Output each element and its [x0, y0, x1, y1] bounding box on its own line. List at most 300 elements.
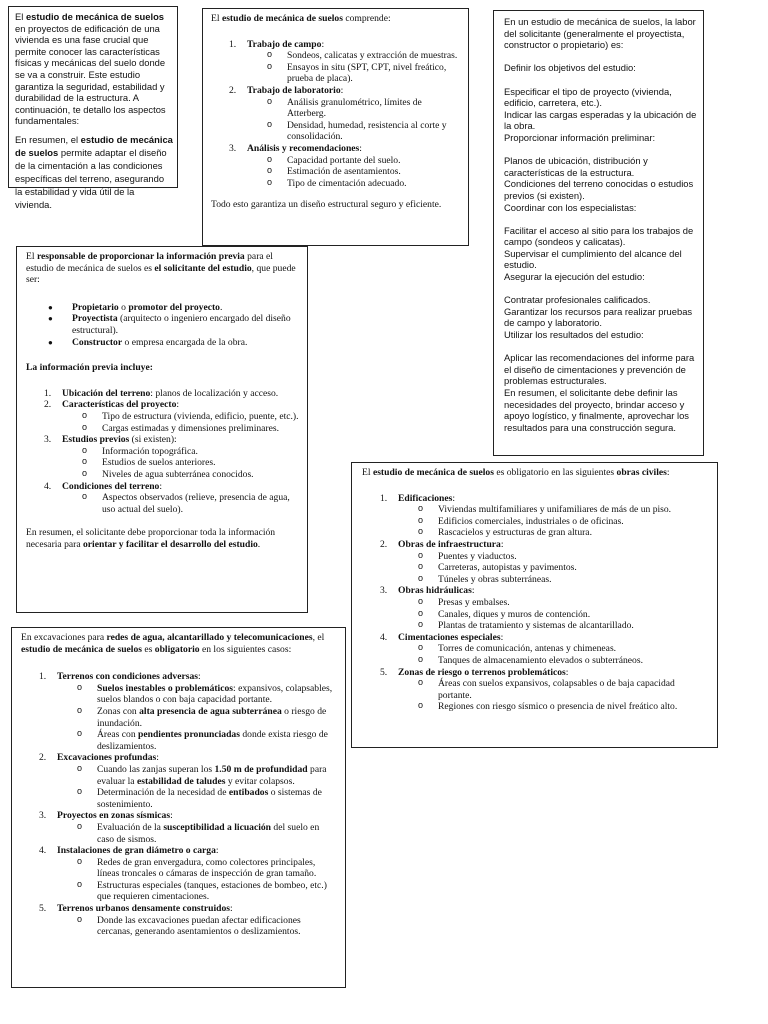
numbered-item: [362, 493, 709, 505]
civil-works-card: [351, 462, 718, 748]
numbered-item: [211, 39, 460, 51]
text-run: :: [452, 492, 456, 504]
text-run: El: [211, 13, 222, 24]
scope-footer: Todo esto garantiza un diseño estructural seguro y eficiente.: [211, 199, 442, 211]
sub-item-text: [97, 706, 326, 729]
item-number: 3.: [44, 434, 52, 446]
item-label: [398, 585, 475, 596]
civil-works-intro: [362, 467, 709, 479]
spacer-line: [504, 144, 697, 156]
text-run: Estructuras especiales (tanques, estaciones de bombeo, etc.) que requieren cimentaciones.: [97, 879, 327, 903]
bullet-marker: o: [267, 118, 273, 129]
role-line: Supervisar el cumplimiento del alcance del estudio.: [504, 247, 682, 271]
sub-list-item: [362, 551, 709, 563]
bold-run: Características del proyecto: [62, 399, 177, 411]
numbered-item: [21, 845, 337, 857]
sub-item-text: Presas y embalses.: [438, 596, 510, 608]
summary-paragraph: [15, 133, 173, 211]
responsible-text: [72, 313, 291, 336]
text-run: para evaluar la: [97, 763, 327, 787]
item-number: 4.: [39, 845, 47, 857]
sub-item-text: Densidad, humedad, resistencia al corte y consolidación.: [287, 119, 447, 143]
excavation-cases-card: [11, 627, 346, 988]
text-run: :: [197, 671, 201, 683]
sub-item-text: Tipo de estructura (vivienda, edificio, puente, etc.).: [102, 410, 299, 422]
text-run: .: [219, 301, 223, 313]
sub-item-text: Edificios comerciales, industriales o de oficinas.: [438, 515, 624, 527]
sub-list-item: [211, 97, 460, 120]
bold-run: estudio de mecánica de suelos: [372, 467, 494, 478]
text-run: En resumen, el: [15, 133, 81, 145]
text-run: o: [118, 301, 129, 313]
bold-run: Cimentaciones especiales: [398, 631, 501, 643]
item-number: 5.: [39, 903, 47, 915]
bullet-marker: o: [77, 786, 83, 797]
bullet-marker: o: [77, 855, 83, 866]
item-label: [62, 434, 177, 445]
bold-run: Trabajo de laboratorio: [247, 84, 341, 96]
role-line: Condiciones del terreno conocidas o estudios previos (si existen).: [504, 178, 694, 201]
bullet-marker: o: [418, 561, 424, 572]
sub-item-text: Regiones con riesgo sísmico o presencia de nivel freático alto.: [438, 701, 678, 713]
text-run: :: [500, 631, 504, 643]
text-run: El: [15, 11, 26, 22]
sub-list-item: [21, 706, 337, 729]
sub-list-item: [26, 492, 299, 515]
sub-item-text: Rascacielos y estructuras de gran altura.: [438, 527, 592, 539]
bullet-marker: o: [77, 704, 83, 715]
item-number: 2.: [380, 538, 388, 550]
role-line: Definir los objetivos del estudio:: [504, 62, 636, 74]
responsible-intro: [26, 251, 299, 286]
sub-item-text: [97, 880, 327, 903]
bullet-marker: o: [82, 456, 88, 467]
role-line: Facilitar el acceso al sitio para los trabajos de campo (sondeos y calicatas).: [504, 224, 694, 248]
sub-list-item: [21, 729, 337, 752]
text-run: Cuando las zanjas superan los: [97, 763, 215, 775]
sub-item-text: Información topográfica.: [102, 445, 198, 457]
responsible-text: [72, 337, 247, 348]
role-line: Proporcionar información preliminar:: [504, 131, 656, 143]
sub-list-item: [26, 423, 299, 435]
bullet-marker: o: [267, 49, 273, 60]
sub-list-item: [21, 857, 337, 880]
sub-list-item: [362, 504, 709, 516]
sub-item-text: Plantas de tratamiento y sistemas de alcantarillado.: [438, 620, 634, 632]
text-run: :: [156, 752, 159, 764]
bullet-marker: o: [418, 572, 424, 583]
bold-run: orientar y facilitar el desarrollo del estudio: [83, 538, 258, 550]
sub-item-text: Cargas estimadas y dimensiones preliminares.: [102, 422, 280, 434]
text-run: :: [340, 84, 344, 96]
bold-run: estudio de mecánica de suelos: [221, 13, 343, 24]
text-run: .: [257, 538, 261, 550]
bold-run: alta presencia de agua subterránea: [139, 705, 282, 717]
bullet-marker: o: [267, 176, 273, 187]
responsible-item: [26, 302, 299, 314]
bullet-marker: o: [418, 595, 424, 606]
bullet-marker: o: [418, 514, 424, 525]
intro-card: [8, 6, 178, 210]
bold-run: Terrenos con condiciones adversas: [57, 671, 198, 683]
text-run: del suelo en caso de sismos.: [97, 821, 320, 845]
sub-item-text: Sondeos, calicatas y extracción de muestras.: [287, 50, 458, 62]
text-run: para el estudio de mecánica de suelos es: [26, 251, 273, 274]
bullet-marker: o: [82, 467, 88, 478]
sub-list-item: [26, 469, 299, 481]
sub-item-text: Ensayos in situ (SPT, CPT, nivel freático, prueba de placa).: [287, 61, 447, 85]
item-label: [57, 845, 219, 856]
bold-run: Obras hidráulicas: [398, 585, 472, 597]
bold-run: obligatorio: [154, 643, 200, 655]
item-label: [57, 810, 173, 821]
sub-list-item: [26, 411, 299, 423]
bold-run: Estudios previos: [62, 434, 130, 446]
bold-run: redes de agua, alcantarillado y telecomunicaciones: [106, 632, 313, 643]
bold-run: Trabajo de campo: [247, 38, 322, 50]
role-line: En resumen, el solicitante debe definir las necesidades del proyecto, brindar acceso y apoyo logístico, y finalmente, aprovechar los resultados para una construcción segura.: [504, 387, 689, 433]
bold-run: Obras de infraestructura: [398, 538, 501, 550]
prior-info-footer: [26, 527, 299, 550]
item-label: [57, 752, 159, 763]
bullet-marker: o: [82, 409, 88, 420]
bullet-marker: o: [418, 677, 424, 688]
item-number: 1.: [44, 387, 52, 399]
item-number: 3.: [380, 585, 388, 597]
bullet-marker: o: [418, 642, 424, 653]
item-label: [57, 903, 233, 914]
responsible-text: [72, 302, 222, 313]
sub-item-text: [97, 729, 328, 752]
item-number: 2.: [44, 399, 52, 411]
text-run: permite adaptar el diseño de la cimentación a las condiciones específicas del terreno, asegurando la estabilidad y vida útil de la vivienda.: [15, 146, 167, 210]
text-run: , que puede ser:: [26, 262, 296, 286]
text-run: En excavaciones para: [21, 632, 107, 643]
item-number: 4.: [380, 631, 388, 643]
spacer-line: [504, 213, 697, 225]
sub-item-text: [97, 683, 332, 706]
text-run: Zonas con: [97, 705, 140, 717]
role-line: Planos de ubicación, distribución y características de la estructura.: [504, 155, 648, 178]
text-run: , el: [312, 632, 325, 643]
scope-intro: [211, 13, 460, 25]
sub-item-text: Análisis granulométrico, límites de Atterberg.: [287, 96, 422, 120]
sub-item-text: Capacidad portante del suelo.: [287, 154, 401, 166]
bullet-marker: o: [77, 681, 83, 692]
role-line: En un estudio de mecánica de suelos, la labor del solicitante (generalmente el proyectista, constructor o propietario) es:: [504, 16, 696, 51]
item-label: [247, 39, 324, 50]
bullet-marker: o: [82, 421, 88, 432]
sub-item-text: Estimación de asentamientos.: [287, 166, 401, 178]
bold-run: Edificaciones: [398, 492, 453, 504]
role-line: Coordinar con los especialistas:: [504, 201, 637, 213]
sub-list-item: [211, 155, 460, 167]
text-run: en los siguientes casos:: [199, 643, 292, 655]
excavation-intro: [21, 632, 337, 655]
text-run: Evaluación de la: [97, 821, 164, 833]
sub-list-item: [21, 764, 337, 787]
bullet-marker: o: [82, 444, 88, 455]
sub-list-item: [211, 62, 460, 85]
bullet-marker: o: [418, 653, 424, 664]
sub-list-item: [362, 701, 709, 713]
role-line: Utilizar los resultados del estudio:: [504, 329, 644, 341]
text-run: :: [359, 142, 362, 154]
sub-list-item: [362, 562, 709, 574]
text-run: :: [170, 810, 173, 822]
item-number: 1.: [380, 492, 388, 504]
sub-item-text: [97, 915, 301, 938]
civil-works-list: [362, 493, 709, 713]
text-run: (arquitecto o ingeniero encargado del diseño estructural).: [72, 313, 291, 336]
bold-run: Proyectista: [72, 313, 118, 325]
role-line: Aplicar las recomendaciones del informe para el diseño de cimentaciones y prevención de problemas estructurales.: [504, 352, 695, 387]
bullet-marker: o: [418, 700, 424, 711]
text-run: En resumen, el solicitante debe proporcionar toda la información necesaria para: [26, 527, 276, 550]
numbered-item: [21, 752, 337, 764]
bullet-marker: o: [77, 878, 83, 889]
sub-item-text: Túneles y obras subterráneas.: [438, 573, 552, 585]
item-label: [62, 481, 162, 492]
numbered-item: [21, 810, 337, 822]
bullet-marker: o: [267, 95, 273, 106]
bold-run: entibados: [228, 787, 269, 799]
sub-item-text: Puentes y viaductos.: [438, 550, 517, 562]
item-label: [398, 632, 503, 643]
numbered-item: [26, 481, 299, 493]
bold-run: Instalaciones de gran diámetro o carga: [57, 845, 216, 857]
sub-item-text: [97, 822, 319, 845]
text-run: :: [500, 538, 504, 550]
sub-list-item: [21, 822, 337, 845]
sub-list-item: [26, 457, 299, 469]
prior-info-heading: La información previa incluye:: [26, 362, 153, 374]
bullet-marker: o: [82, 491, 88, 502]
bullet-dot: ●: [48, 314, 53, 324]
text-run: es obligatorio en las siguientes: [493, 467, 617, 478]
text-run: :: [565, 666, 569, 678]
bullet-marker: o: [418, 503, 424, 514]
sub-item-text: Tanques de almacenamiento elevados o subterráneos.: [438, 654, 643, 666]
spacer-line: [504, 51, 697, 63]
bold-run: estudio de mecánica de suelos: [21, 643, 142, 655]
text-run: Determinación de la necesidad de: [97, 787, 229, 799]
bullet-marker: o: [267, 165, 273, 176]
spacer-line: [504, 74, 697, 86]
text-run: Áreas con: [97, 729, 139, 741]
role-line: Indicar las cargas esperadas y la ubicación de la obra.: [504, 108, 697, 132]
sub-item-text: Áreas con suelos expansivos, colapsables o de baja capacidad portante.: [438, 678, 675, 701]
item-number: 3.: [39, 810, 47, 822]
bold-run: Ubicación del terreno: [62, 387, 151, 399]
item-number: 1.: [39, 671, 47, 683]
bullet-marker: o: [77, 913, 83, 924]
item-label: [398, 539, 504, 550]
numbered-item: [362, 667, 709, 679]
item-label: [398, 493, 455, 504]
spacer-line: [504, 341, 697, 353]
item-label: [398, 667, 568, 678]
prior-info-list: [26, 388, 299, 516]
text-run: donde exista riesgo de deslizamientos.: [97, 729, 328, 752]
text-run: en proyectos de edificación de una vivienda es una fase crucial que permite conocer las características físicas y mecánicas del suelo donde se va a construir. Este estudio garantiza la seguridad, estabilidad y durabilidad de la estructura. A continuación, te detallo los aspectos fundamentales:: [15, 22, 166, 127]
role-line: Contratar profesionales calificados.: [504, 294, 651, 306]
bold-run: Constructor: [72, 336, 123, 348]
bold-run: estudio de mecánica de suelos: [15, 133, 173, 158]
sub-item-text: [97, 787, 322, 810]
numbered-item: [21, 903, 337, 915]
sub-list-item: [362, 655, 709, 667]
sub-item-text: Carreteras, autopistas y pavimentos.: [438, 562, 577, 574]
text-run: :: [176, 399, 180, 411]
bullet-dot: ●: [48, 337, 53, 347]
bold-run: el solicitante del estudio: [154, 262, 252, 274]
applicant-role-lines: [504, 16, 697, 433]
numbered-item: [211, 85, 460, 97]
sub-list-item: [362, 620, 709, 632]
intro-paragraph: [15, 11, 173, 127]
bold-run: 1.50 m de profundidad: [214, 763, 308, 775]
bullet-marker: o: [77, 728, 83, 739]
item-label: [62, 388, 278, 399]
sub-list-item: [211, 166, 460, 178]
numbered-item: [362, 585, 709, 597]
bold-run: susceptibilidad a licuación: [163, 821, 272, 833]
text-run: comprende:: [342, 13, 391, 24]
sub-list-item: [362, 609, 709, 621]
bold-run: promotor del proyecto: [128, 301, 220, 313]
bold-run: Zonas de riesgo o terrenos problemáticos: [398, 666, 566, 678]
text-run: o sistemas de sostenimiento.: [97, 787, 322, 810]
text-run: :: [159, 480, 163, 492]
responsible-item: [26, 313, 299, 336]
sub-list-item: [211, 120, 460, 143]
sub-list-item: [26, 446, 299, 458]
text-run: :: [666, 467, 670, 478]
responsible-item: [26, 337, 299, 349]
item-number: 1.: [229, 38, 237, 50]
text-run: es: [142, 643, 155, 655]
sub-item-text: Viviendas multifamiliares y unifamiliares de más de un piso.: [438, 504, 672, 516]
text-run: :: [229, 903, 233, 915]
sub-item-text: Torres de comunicación, antenas y chimeneas.: [438, 643, 617, 655]
text-run: :: [215, 845, 219, 857]
bold-run: Propietario: [72, 301, 119, 313]
bold-run: estabilidad de taludes: [136, 775, 226, 787]
study-scope-card: [202, 8, 469, 246]
numbered-item: [362, 632, 709, 644]
sub-list-item: [21, 915, 337, 938]
text-run: El: [26, 251, 37, 262]
item-number: 2.: [39, 752, 47, 764]
sub-list-item: [362, 678, 709, 701]
text-run: : planos de localización y acceso.: [150, 387, 279, 399]
bold-run: responsable de proporcionar la información previa: [36, 251, 245, 262]
applicant-role-card: [493, 10, 704, 456]
sub-list-item: [362, 527, 709, 539]
text-run: o empresa encargada de la obra.: [122, 336, 248, 348]
scope-list: [211, 39, 460, 190]
sub-list-item: [21, 880, 337, 903]
bold-run: Análisis y recomendaciones: [247, 142, 360, 154]
bullet-marker: o: [418, 619, 424, 630]
text-run: El: [362, 467, 373, 478]
numbered-item: [26, 388, 299, 400]
item-number: 3.: [229, 142, 237, 154]
spacer-line: [504, 283, 697, 295]
bold-run: Suelos inestables o problemáticos: [97, 682, 234, 694]
bullet-dot: ●: [48, 302, 53, 312]
item-label: [57, 671, 201, 682]
role-line: Especificar el tipo de proyecto (vivienda, edificio, carretera, etc.).: [504, 85, 672, 109]
bold-run: Proyectos en zonas sísmicas: [57, 810, 171, 822]
sub-item-text: Estudios de suelos anteriores.: [102, 457, 216, 469]
item-label: [62, 399, 179, 410]
bullet-marker: o: [267, 60, 273, 71]
bold-run: pendientes pronunciadas: [138, 729, 240, 741]
bold-run: Excavaciones profundas: [57, 752, 157, 764]
sub-list-item: [362, 516, 709, 528]
sub-list-item: [21, 787, 337, 810]
bold-run: Condiciones del terreno: [62, 480, 160, 492]
sub-list-item: [211, 50, 460, 62]
text-run: : expansivos, colapsables, suelos blandos o con baja capacidad portante.: [97, 682, 333, 706]
sub-item-text: Aspectos observados (relieve, presencia de agua, uso actual del suelo).: [102, 492, 290, 515]
bullet-marker: o: [418, 526, 424, 537]
sub-item-text: Tipo de cimentación adecuado.: [287, 177, 407, 189]
numbered-item: [21, 671, 337, 683]
numbered-item: [26, 434, 299, 446]
text-run: Redes de gran envergadura, como colectores principales, líneas troncales o cámaras de inspección de gran tamaño.: [97, 856, 317, 880]
text-run: :: [471, 585, 475, 597]
sub-item-text: [97, 764, 327, 787]
sub-item-text: Canales, diques y muros de contención.: [438, 608, 591, 620]
text-run: y evitar colapsos.: [225, 775, 295, 787]
responsible-bullets: [26, 302, 299, 348]
excavation-list: [21, 671, 337, 938]
sub-list-item: [362, 643, 709, 655]
prior-information-card: [16, 246, 308, 613]
bullet-marker: o: [418, 549, 424, 560]
item-label: [247, 143, 362, 154]
text-run: (si existen):: [129, 434, 177, 446]
item-number: 4.: [44, 480, 52, 492]
item-label: [247, 85, 343, 96]
numbered-item: [211, 143, 460, 155]
text-run: o riesgo de inundación.: [97, 705, 327, 729]
numbered-item: [26, 399, 299, 411]
role-line: Asegurar la ejecución del estudio:: [504, 271, 645, 283]
text-run: Donde las excavaciones puedan afectar edificaciones cercanas, generando asentamientos o deslizamientos.: [97, 914, 301, 938]
bold-run: obras civiles: [616, 467, 667, 478]
sub-list-item: [362, 574, 709, 586]
bullet-marker: o: [267, 153, 273, 164]
bullet-marker: o: [77, 762, 83, 773]
bold-run: estudio de mecánica de suelos: [25, 11, 165, 22]
numbered-item: [362, 539, 709, 551]
bullet-marker: o: [77, 820, 83, 831]
sub-list-item: [362, 597, 709, 609]
role-line: Garantizar los recursos para realizar pruebas de campo y laboratorio.: [504, 305, 693, 329]
sub-list-item: [211, 178, 460, 190]
item-number: 2.: [229, 84, 237, 96]
bold-run: Terrenos urbanos densamente construidos: [57, 903, 230, 915]
sub-item-text: Niveles de agua subterránea conocidos.: [102, 468, 254, 480]
bullet-marker: o: [418, 607, 424, 618]
text-run: :: [321, 38, 325, 50]
sub-item-text: [97, 857, 316, 880]
sub-list-item: [21, 683, 337, 706]
